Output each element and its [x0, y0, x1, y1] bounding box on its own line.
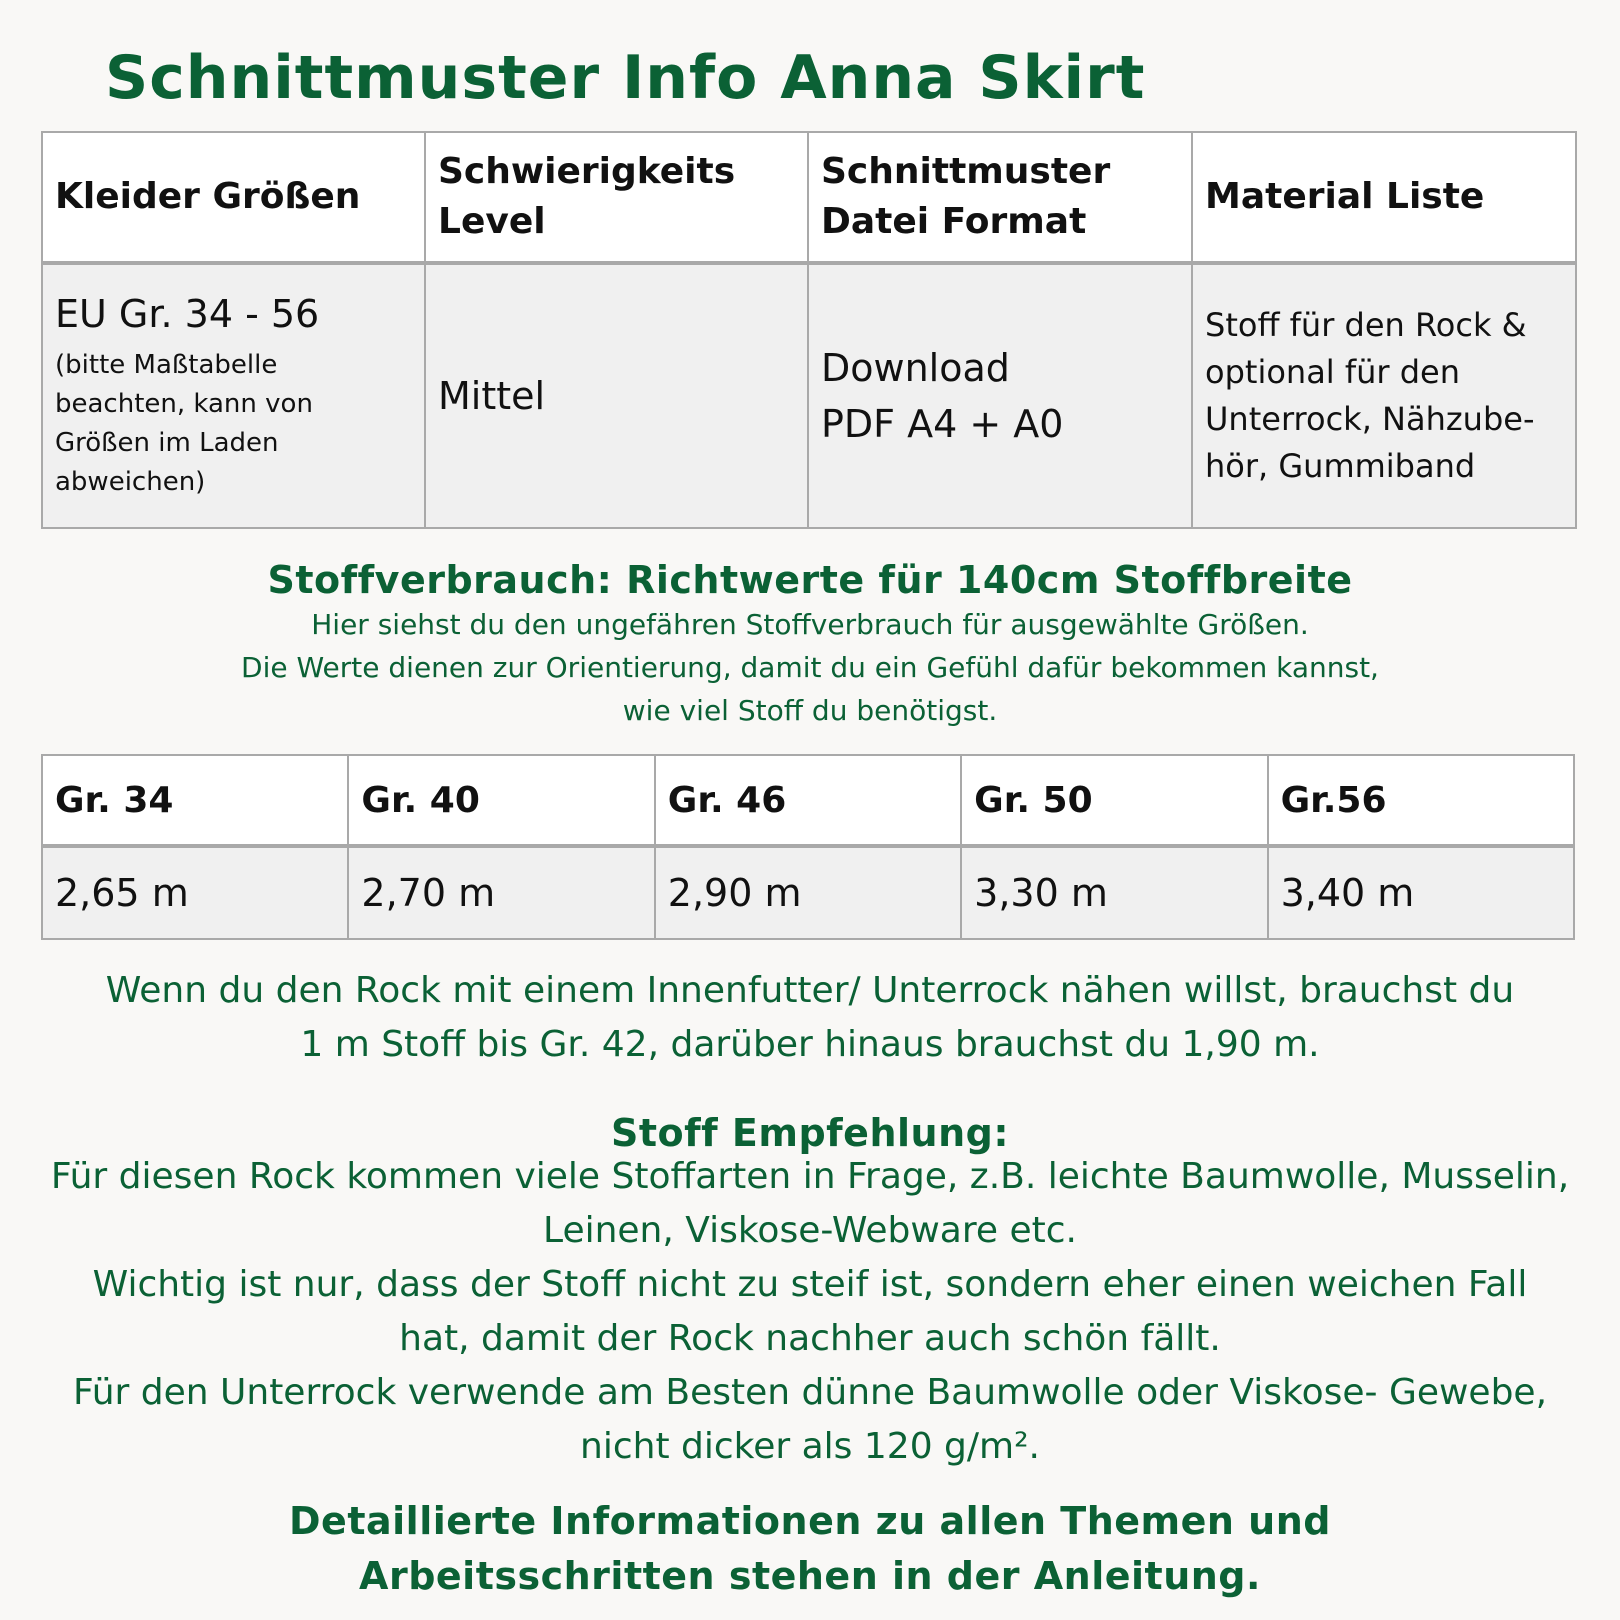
header-difficulty: Schwierigkeits Level: [425, 132, 808, 263]
pattern-info-value-row: [42, 263, 1576, 528]
size-cell: Gr. 46: [655, 755, 961, 846]
recommendation-heading: Stoff Empfehlung:: [610, 1111, 1010, 1155]
size-cell: Gr. 40: [348, 755, 654, 846]
size-cell: Gr. 34: [42, 755, 348, 846]
amount-cell: 2,65 m: [42, 846, 348, 939]
amount-cell: 2,90 m: [655, 846, 961, 939]
amount-cell: 3,30 m: [961, 846, 1267, 939]
lining-note: Wenn du den Rock mit einem Innenfutter/ Unterrock nähen willst, brauchst du 1 m Stoff bis Gr. 42, darüber hinaus brauchst du 1,90 m.: [105, 970, 1515, 1065]
header-sizes: Kleider Größen: [42, 132, 425, 263]
fabric-usage-section: [0, 555, 1620, 732]
sizes-note: (bitte Maßtabelle beachten, kann von Größen im Laden abweichen): [55, 350, 313, 497]
value-file-format: Download PDF A4 + A0: [808, 263, 1192, 528]
amount-cell: 2,70 m: [348, 846, 654, 939]
recommendation-text: Für diesen Rock kommen viele Stoffarten in Frage, z.B. leichte Baumwolle, Musselin, Leinen, Viskose-Webware etc. Wichtig ist nur, dass der Stoff nicht zu steif ist, sondern eher einen weichen Fall hat, damit der Rock nachher auch schön fällt. Für den Unterrock verwende am Besten dünne Baumwolle oder Viskose- Gewebe, nicht dicker als 120 g/m².: [50, 1156, 1570, 1467]
size-cell: Gr.56: [1268, 755, 1574, 846]
fabric-usage-heading: Stoffverbrauch: Richtwerte für 140cm Stoffbreite: [267, 558, 1353, 602]
value-materials: Stoff für den Rock & optional für den Unterrock, Nähzube- hör, Gummiband: [1192, 263, 1576, 528]
footer-note: Detaillierte Informationen zu allen Themen und Arbeitsschritten stehen in der Anleitung.: [289, 1499, 1331, 1598]
fabric-usage-intro: Hier siehst du den ungefähren Stoffverbrauch für ausgewählte Größen. Die Werte dienen zur Orientierung, damit du ein Gefühl dafür bekommen kannst, wie viel Stoff du benötigst.: [241, 608, 1379, 727]
value-sizes: [42, 263, 425, 528]
pattern-info-header-row: [42, 132, 1576, 263]
size-cell: Gr. 50: [961, 755, 1267, 846]
header-file-format: Schnittmuster Datei Format: [808, 132, 1192, 263]
amount-cell: 3,40 m: [1268, 846, 1574, 939]
page-title: Schnittmuster Info Anna Skirt: [105, 43, 1146, 113]
fabric-usage-table: [41, 754, 1575, 940]
pattern-info-table: [41, 131, 1577, 529]
value-difficulty: Mittel: [425, 263, 808, 528]
fabric-recommendation: [0, 1108, 1620, 1474]
sizes-range: EU Gr. 34 - 56: [55, 292, 320, 336]
header-materials: Material Liste: [1192, 132, 1576, 263]
fabric-size-row: [42, 755, 1574, 846]
fabric-amount-row: [42, 846, 1574, 939]
